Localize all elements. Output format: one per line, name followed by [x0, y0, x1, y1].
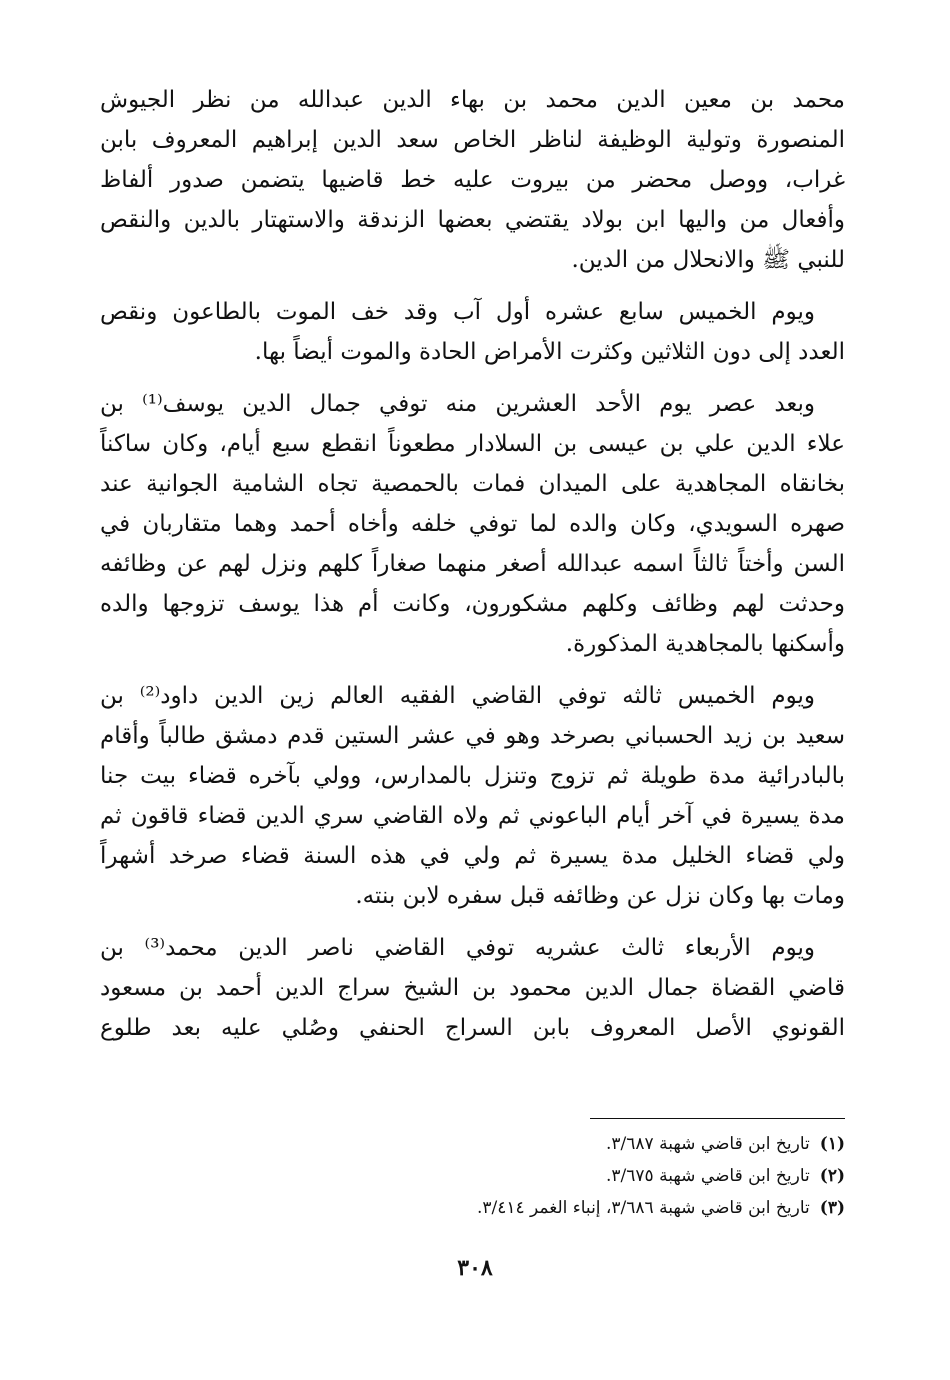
text-line: وأفعال من واليها ابن بولاد يقتضي بعضها الزندقة والاستهتار بالدين والنقص [100, 207, 845, 233]
page-number: ٣٠٨ [457, 1255, 493, 1281]
main-text [100, 80, 845, 1060]
footnotes [100, 1128, 845, 1224]
text-line: للنبي ﷺ والانحلال من الدين. [571, 247, 845, 273]
footnote-text: تاريخ ابن قاضي شهبة ٣/٦٨٧. [606, 1134, 810, 1154]
text-line: وبعد عصر يوم الأحد العشرين منه توفي جمال الدين يوسف⁽¹⁾ بن [100, 391, 815, 417]
paragraph-4 [100, 676, 845, 916]
text-line: ويوم الخميس ثالثه توفي القاضي الفقيه العالم زين الدين داود⁽²⁾ بن [100, 683, 815, 709]
text-line: مدة يسيرة في آخر أيام الباعوني ثم ولاه القاضي سري الدين قضاء قاقون ثم [100, 803, 845, 829]
text-line: محمد بن معين الدين محمد بن بهاء الدين عبدالله من نظر الجيوش [100, 87, 845, 113]
text-line: سعيد بن زيد الحسباني بصرخد وهو في عشر الستين قدم دمشق طالباً وأقام [100, 723, 845, 749]
text-line: وحدثت لهم وظائف وكلهم مشكورون، وكانت أم هذا يوسف تزوجها والده [100, 591, 845, 617]
footnote-3 [100, 1192, 845, 1224]
text-line: ولي قضاء الخليل مدة يسيرة ثم ولي في هذه السنة قضاء صرخد أشهراً [100, 843, 845, 869]
text-line: العدد إلى دون الثلاثين وكثرت الأمراض الحادة والموت أيضاً بها. [254, 339, 845, 365]
text-line: السن وأختاً ثالثاً اسمه عبدالله أصغر منهما صغاراً كلهم ونزل لهم عن وظائفه [100, 551, 845, 577]
paragraph-3 [100, 384, 845, 664]
text-line: القونوي الأصل المعروف بابن السراج الحنفي وصُلي عليه بعد طلوع [100, 1015, 845, 1041]
footnote-text: تاريخ ابن قاضي شهبة ٣/٦٨٦، إنباء الغمر ٣/٤١٤. [476, 1198, 810, 1218]
text-line: ويوم الخميس سابع عشره أول آب وقد خف الموت بالطاعون ونقص [100, 299, 815, 325]
footnote-number: (٣) [819, 1198, 845, 1218]
paragraph-2 [100, 292, 845, 372]
text-line: ومات بها وكان نزل عن وظائفه قبل سفره لابن بنته. [355, 883, 845, 909]
footnote-2 [100, 1160, 845, 1192]
footnote-text: تاريخ ابن قاضي شهبة ٣/٦٧٥. [606, 1166, 810, 1186]
text-line: المنصورة وتولية الوظيفة لناظر الخاص سعد الدين إبراهيم المعروف بابن [100, 127, 845, 153]
text-line: بخانقاه المجاهدية على الميدان فمات بالحمصية تجاه الشامية الجوانية عند [100, 471, 845, 497]
footnote-number: (٢) [819, 1166, 845, 1186]
text-line: ويوم الأربعاء ثالث عشريه توفي القاضي ناصر الدين محمد⁽³⁾ بن [100, 935, 815, 961]
text-line: علاء الدين علي بن عيسى بن السلادار مطعوناً انقطع سبع أيام، وكان ساكناً [100, 431, 845, 457]
text-line: صهره السويدي، وكان والده لما توفي خلفه وأخاه أحمد وهما متقاربان في [100, 511, 845, 537]
footnote-number: (١) [819, 1134, 845, 1154]
text-line: قاضي القضاة جمال الدين محمود بن الشيخ سراج الدين أحمد بن مسعود [100, 975, 845, 1001]
paragraph-5 [100, 928, 845, 1048]
footnote-separator [590, 1118, 845, 1119]
text-line: غراب، ووصل محضر من بيروت عليه خط قاضيها يتضمن صدور ألفاظ [100, 167, 845, 193]
paragraph-1 [100, 80, 845, 280]
footnote-1 [100, 1128, 845, 1160]
text-line: وأسكنها بالمجاهدية المذكورة. [565, 631, 845, 657]
text-line: بالبادرائية مدة طويلة ثم تزوج وتنزل بالمدارس، وولي بآخره قضاء بيت جنا [100, 763, 845, 789]
